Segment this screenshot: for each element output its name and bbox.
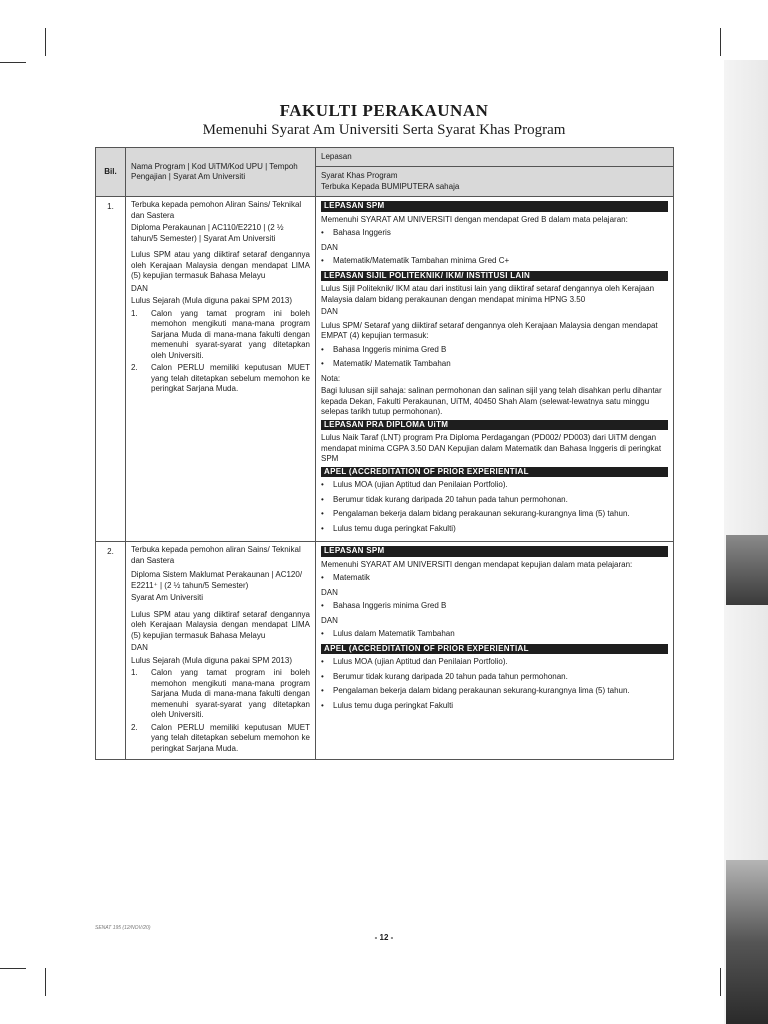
section-bar-spm: LEPASAN SPM [321, 201, 668, 212]
list-item [321, 228, 668, 239]
bullet-text: Pengalaman bekerja dalam bidang perakaunan sekurang-kurangnya lima (5) tahun. [333, 686, 630, 695]
program-cell [126, 542, 316, 760]
list-item [321, 256, 668, 267]
crop-mark [45, 968, 46, 996]
table-header-row [96, 148, 674, 197]
bullet-icon: • [321, 344, 324, 354]
note-text: Calon yang tamat program ini boleh memohon mengikuti mana-mana program Sarjana Muda di mana-mana fakulti dengan memenuhi syarat-syarat yang ditetapkan oleh Universiti. [151, 668, 310, 719]
list-item [131, 309, 310, 362]
program-name: Diploma Sistem Maklumat Perakaunan | AC120/ E2211⁺ | (2 ½ tahun/5 Semester) [131, 570, 303, 590]
dan-text: DAN [321, 242, 338, 252]
spm-intro: Memenuhi SYARAT AM UNIVERSITI dengan mendapat kepujian dalam mata pelajaran: [321, 559, 633, 569]
list-item [321, 601, 668, 612]
row-number: 2. [96, 542, 126, 760]
section-bar-spm: LEPASAN SPM [321, 546, 668, 557]
poli-text: Lulus Sijil Politeknik/ IKM atau dari institusi lain yang diiktiraf setaraf dengannya oleh Kerajaan Malaysia dalam bidang perakaunan dengan mendapat minima HPNG 3.50 [321, 284, 655, 304]
requirements-table [95, 147, 674, 760]
requirements-cell [316, 197, 674, 542]
bullet-text: Matematik/Matematik Tambahan minima Gred C+ [333, 256, 510, 265]
header-program: Nama Program | Kod UiTM/Kod UPU | Tempoh Pengajian | Syarat Am Universiti [126, 148, 316, 197]
bullet-text: Berumur tidak kurang daripada 20 tahun pada tahun permohonan. [333, 494, 568, 504]
bullet-text: Matematik/ Matematik Tambahan [333, 359, 451, 368]
bullet-icon: • [321, 494, 324, 504]
crop-mark [720, 968, 721, 996]
page-edge-photo [726, 535, 768, 605]
list-item [321, 672, 668, 683]
bullet-icon: • [321, 629, 324, 638]
bullet-text: Matematik [333, 573, 370, 582]
requirements-cell [316, 542, 674, 760]
note-number: 1. [131, 668, 138, 677]
page-subtitle: Memenuhi Syarat Am Universiti Serta Syarat Khas Program [202, 122, 566, 138]
list-item [321, 509, 668, 520]
page-edge-photo [726, 860, 768, 1024]
list-item [131, 668, 310, 721]
list-item [321, 701, 668, 712]
row-number: 1. [96, 197, 126, 542]
page-number: - 12 - [374, 933, 394, 942]
table-row [96, 542, 674, 760]
section-bar-politeknik: LEPASAN SIJIL POLITEKNIK/ IKM/ INSTITUSI LAIN [321, 271, 668, 282]
nota-text: Bagi lulusan sijil sahaja: salinan permohonan dan salinan sijil yang telah disahkan perlu dihantar kepada Dekan, Fakulti Perakaunan, UiTM, 40450 Shah Alam (selewat-lewatnya satu minggu selepas tarikh tutup permohonan). [321, 386, 662, 416]
bullet-icon: • [321, 509, 324, 518]
bullet-icon: • [321, 657, 324, 666]
header-bil: Bil. [96, 148, 126, 197]
page-title: FAKULTI PERAKAUNAN [279, 101, 489, 120]
list-item [131, 363, 310, 395]
bullet-text: Lulus MOA (ujian Aptitud dan Penilaian Portfolio). [333, 480, 508, 489]
bullet-text: Lulus temu duga peringkat Fakulti [333, 700, 454, 710]
bullet-text: Lulus temu duga peringkat Fakulti) [333, 523, 456, 533]
header-syarat-line1: Syarat Khas Program [321, 171, 398, 180]
list-item [321, 629, 668, 640]
section-bar-apel: APEL (ACCREDITATION OF PRIOR EXPERIENTIAL [321, 644, 668, 655]
nota-label: Nota: [321, 373, 341, 383]
list-item [321, 573, 668, 584]
dan-text: DAN [321, 587, 338, 597]
dan-text: DAN [321, 615, 338, 625]
bullet-icon: • [321, 480, 324, 489]
header-syarat [316, 167, 673, 196]
program-name: Diploma Perakaunan | AC110/E2210 | (2 ½ tahun/5 Semester) | Syarat Am Universiti [131, 223, 284, 243]
list-item [321, 524, 668, 535]
note-number: 2. [131, 722, 138, 732]
program-cell [126, 197, 316, 542]
crop-mark [0, 62, 26, 63]
section-bar-apel: APEL (ACCREDITATION OF PRIOR EXPERIENTIAL [321, 467, 668, 478]
header-lepasan: Lepasan [316, 148, 673, 167]
list-item [321, 359, 668, 370]
bullet-icon: • [321, 671, 324, 681]
note-text: Calon PERLU memiliki keputusan MUET yang telah ditetapkan sebelum memohon ke peringkat Sarjana Muda. [151, 363, 310, 393]
bullet-text: Lulus MOA (ujian Aptitud dan Penilaian Portfolio). [333, 657, 508, 666]
note-number: 2. [131, 363, 138, 372]
req-spm-text: Lulus SPM atau yang diiktiraf setaraf dengannya oleh Kerajaan Malaysia dengan mendapat LIMA (5) kepujian termasuk Bahasa Melayu [131, 250, 310, 280]
list-item [131, 723, 310, 755]
list-item [321, 480, 668, 491]
spm-intro: Memenuhi SYARAT AM UNIVERSITI dengan mendapat Gred B dalam mata pelajaran: [321, 214, 628, 224]
crop-mark [45, 28, 46, 56]
pra-text: Lulus Naik Taraf (LNT) program Pra Diploma Perdagangan (PD002/ PD003) dari UiTM dengan mendapat minima CGPA 3.50 DAN Kepujian dalam Matematik dan Bahasa Inggeris di peringkat SPM [321, 433, 662, 463]
poli-spm-text: Lulus SPM/ Setaraf yang diiktiraf setaraf dengannya oleh Kerajaan Malaysia dengan mendapat EMPAT (4) kepujian termasuk: [321, 320, 658, 340]
bullet-text: Pengalaman bekerja dalam bidang perakaunan sekurang-kurangnya lima (5) tahun. [333, 509, 630, 518]
notes-list [131, 668, 310, 754]
bullet-text: Lulus dalam Matematik Tambahan [333, 629, 455, 638]
bullet-icon: • [321, 700, 324, 710]
crop-mark [0, 968, 26, 969]
list-item [321, 686, 668, 697]
header-requirements [316, 148, 674, 197]
notes-list [131, 309, 310, 395]
bullet-icon: • [321, 523, 324, 533]
bullet-text: Bahasa Inggeris [333, 228, 391, 237]
note-text: Calon yang tamat program ini boleh memohon mengikuti mana-mana program Sarjana Muda di mana-mana fakulti dengan memenuhi syarat-syarat yang ditetapkan oleh Universiti. [151, 308, 310, 360]
note-text: Calon PERLU memiliki keputusan MUET yang telah ditetapkan sebelum memohon ke peringkat Sarjana Muda. [151, 722, 310, 753]
req-sejarah-text: Lulus Sejarah (Mula diguna pakai SPM 2013) [131, 296, 292, 305]
bullet-icon: • [321, 573, 324, 582]
bullet-icon: • [321, 256, 324, 265]
dan-text: DAN [321, 307, 338, 316]
bullet-icon: • [321, 359, 324, 368]
bullet-icon: • [321, 686, 324, 695]
table-row [96, 197, 674, 542]
bullet-text: Bahasa Inggeris minima Gred B [333, 344, 447, 354]
bullet-icon: • [321, 601, 324, 610]
crop-mark [720, 28, 721, 56]
req-sejarah-text: Lulus Sejarah (Mula diguna pakai SPM 2013) [131, 655, 292, 665]
open-to-text: Terbuka kepada pemohon Aliran Sains/ Teknikal dan Sastera [131, 200, 302, 220]
program-syarat: Syarat Am Universiti [131, 593, 204, 602]
list-item [321, 345, 668, 356]
note-number: 1. [131, 308, 138, 318]
req-spm-text: Lulus SPM atau yang diiktiraf setaraf dengannya oleh Kerajaan Malaysia dengan mendapat LIMA (5) kepujian termasuk Bahasa Melayu [131, 609, 310, 640]
dan-text: DAN [131, 643, 148, 652]
section-bar-pra-diploma: LEPASAN PRA DIPLOMA UiTM [321, 420, 668, 431]
list-item [321, 495, 668, 506]
bullet-text: Berumur tidak kurang daripada 20 tahun pada tahun permohonan. [333, 671, 568, 681]
open-to-text: Terbuka kepada pemohon aliran Sains/ Teknikal dan Sastera [131, 545, 301, 565]
list-item [321, 657, 668, 668]
dan-text: DAN [131, 283, 148, 293]
header-syarat-line2: Terbuka Kepada BUMIPUTERA sahaja [321, 181, 460, 191]
footer-code: SENAT 195 (12/NOV/20) [95, 925, 151, 931]
bullet-icon: • [321, 228, 324, 237]
bullet-text: Bahasa Inggeris minima Gred B [333, 601, 447, 610]
